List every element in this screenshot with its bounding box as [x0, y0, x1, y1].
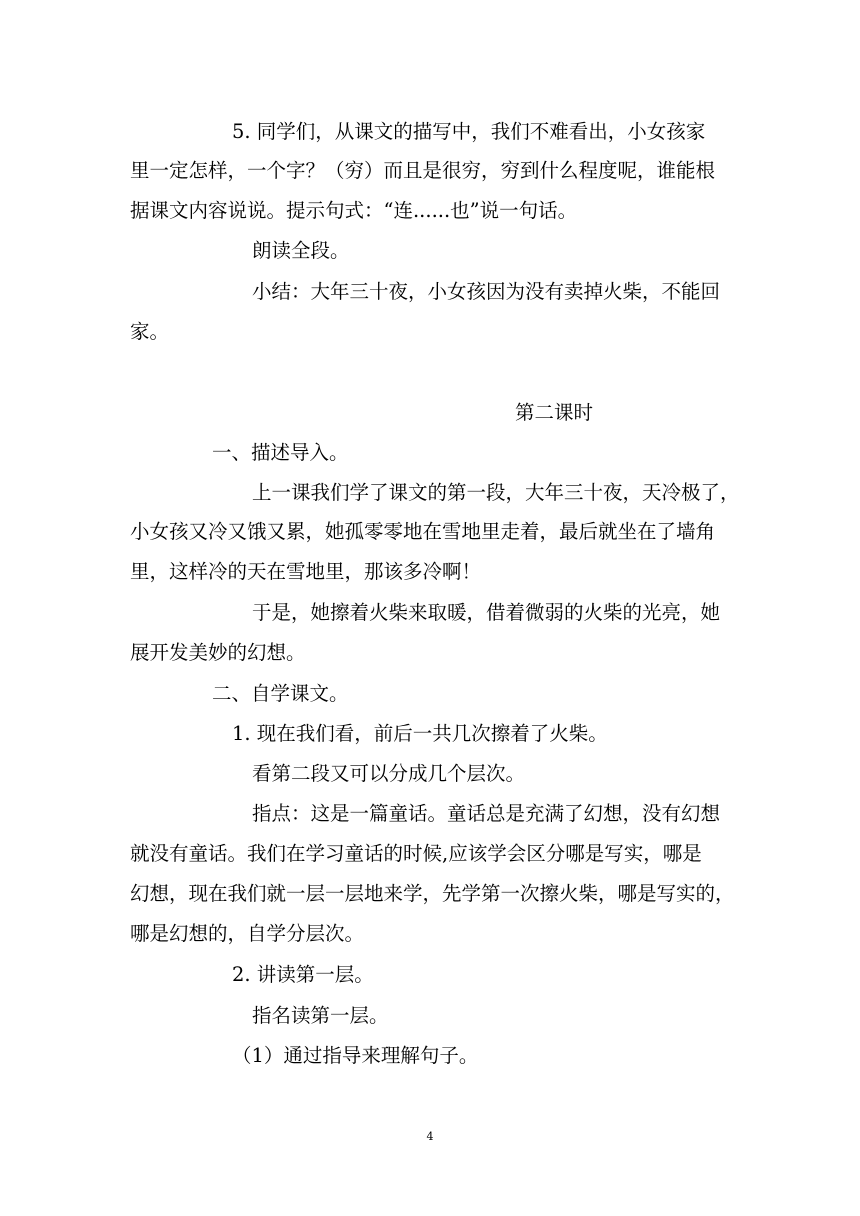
paragraph-line: 看第二段又可以分成几个层次。: [252, 762, 526, 785]
paragraph-line: 上一课我们学了课文的第一段，大年三十夜，天冷极了，: [252, 481, 740, 504]
paragraph-line: 指点：这是一篇童话。童话总是充满了幻想，没有幻想: [252, 802, 721, 825]
paragraph-line: 就没有童话。我们在学习童话的时候,应该学会区分哪是写实，哪是: [130, 842, 702, 865]
paragraph-line: 里一定怎样，一个字？（穷）而且是很穷，穷到什么程度呢，谁能根: [130, 159, 716, 182]
paragraph-line: 家。: [130, 320, 170, 343]
section-heading: 二、自学课文。: [212, 682, 349, 705]
paragraph-line: 据课文内容说说。提示句式：“连......也”说一句话。: [130, 199, 578, 222]
section-title: 第二课时: [515, 401, 594, 424]
section-heading: 一、描述导入。: [212, 441, 349, 464]
paragraph-line: 小结：大年三十夜，小女孩因为没有卖掉火柴，不能回: [252, 280, 721, 303]
paragraph-line: 2. 讲读第一层。: [232, 963, 374, 986]
paragraph-line: 朗读全段。: [252, 239, 350, 262]
paragraph-line: 里，这样冷的天在雪地里，那该多冷啊！: [130, 560, 482, 583]
paragraph-line: 1. 现在我们看，前后一共几次擦着了火柴。: [232, 722, 608, 745]
page-number: 4: [426, 1130, 434, 1143]
paragraph-line: 展开发美妙的幻想。: [130, 641, 306, 664]
paragraph-line: 小女孩又冷又饿又累，她孤零零地在雪地里走着，最后就坐在了墙角: [130, 520, 716, 543]
paragraph-line: 哪是幻想的，自学分层次。: [130, 922, 365, 945]
paragraph-line: 5. 同学们，从课文的描写中，我们不难看出，小女孩家: [232, 120, 706, 143]
paragraph-line: 于是，她擦着火柴来取暖，借着微弱的火柴的光亮，她: [252, 601, 721, 624]
paragraph-line: 幻想，现在我们就一层一层地来学，先学第一次擦火柴，哪是写实的，: [130, 882, 735, 905]
paragraph-line: 指名读第一层。: [252, 1004, 389, 1027]
paragraph-line: （1）通过指导来理解句子。: [232, 1044, 479, 1067]
